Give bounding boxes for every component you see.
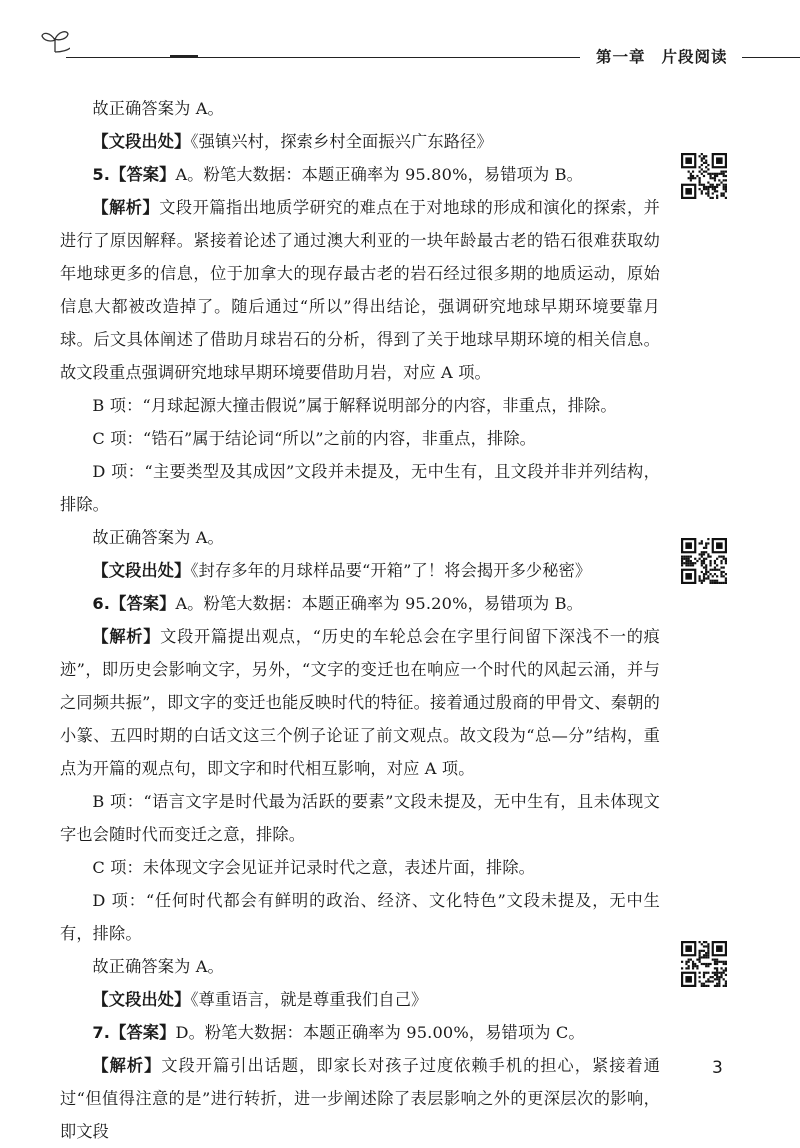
paragraph — [60, 191, 660, 389]
paragraph — [60, 554, 660, 587]
paragraph-text: D 项：“任何时代都会有鲜明的政治、经济、文化特色”文段未提及，无中生有，排除。 — [60, 891, 660, 943]
paragraph-text: 《强镇兴村，探索乡村全面振兴广东路径》 — [190, 132, 493, 151]
paragraph — [60, 785, 660, 851]
paragraph — [60, 521, 660, 554]
paragraph-label: 【解析】 — [92, 627, 161, 646]
paragraph — [60, 983, 660, 1016]
paragraph-label: 【文段出处】 — [92, 990, 191, 1009]
page-header — [0, 0, 800, 80]
paragraph-text: 文段开篇提出观点，“历史的车轮总会在字里行间留下深浅不一的痕迹”，即历史会影响文字，另外，“文字的变迁也在响应一个时代的风起云涌，并与之同频共振”，即文字的变迁也能反映时代的特征。接着通过殷商的甲骨文、秦朝的小篆、五四时期的白话文这三个例子论证了前文观点。故文段为“总—分”结构，重点为开篇的观点句，即文字和时代相互影响，对应 A 项。 — [60, 627, 660, 778]
paragraph-text: D。粉笔大数据：本题正确率为 95.00%，易错项为 C。 — [175, 1023, 585, 1042]
paragraph — [60, 587, 660, 620]
paragraph — [60, 884, 660, 950]
paragraph — [60, 1049, 660, 1148]
header-rule-accent — [170, 55, 198, 58]
paragraph — [60, 92, 660, 125]
paragraph-text: C 项：“锆石”属于结论词“所以”之前的内容，非重点，排除。 — [92, 429, 537, 448]
paragraph — [60, 389, 660, 422]
paragraph-label: 【文段出处】 — [92, 561, 191, 580]
paragraph-text: 《封存多年的月球样品要“开箱”了！将会揭开多少秘密》 — [190, 561, 592, 580]
paragraph-text: 故正确答案为 A。 — [92, 528, 224, 547]
sprout-icon — [40, 28, 70, 54]
paragraph-label: 【文段出处】 — [92, 132, 191, 151]
paragraph — [60, 851, 660, 884]
paragraph-text: 文段开篇引出话题，即家长对孩子过度依赖手机的担心，紧接着通过“但值得注意的是”进行转折，进一步阐述除了表层影响之外的更深层次的影响，即文段 — [60, 1056, 660, 1141]
paragraph-text: A。粉笔大数据：本题正确率为 95.80%，易错项为 B。 — [175, 165, 583, 184]
paragraph-text: C 项：未体现文字会见证并记录时代之意，表述片面，排除。 — [92, 858, 535, 877]
qr-code-q5-icon[interactable] — [681, 153, 727, 199]
chapter-title — [596, 45, 728, 67]
paragraph-label: 7.【答案】 — [92, 1023, 176, 1042]
paragraph — [60, 950, 660, 983]
paragraph-text: 故正确答案为 A。 — [92, 957, 224, 976]
header-rule — [66, 57, 580, 58]
qr-code-q7-icon[interactable] — [681, 941, 727, 987]
paragraph-text: 《尊重语言，就是尊重我们自己》 — [190, 990, 428, 1009]
chapter-number: 第一章 — [596, 48, 646, 66]
answer-explanations — [60, 92, 660, 1148]
paragraph-text: D 项：“主要类型及其成因”文段并未提及，无中生有，且文段并非并列结构，排除。 — [60, 462, 660, 514]
paragraph-label: 【解析】 — [92, 1056, 162, 1075]
paragraph-label: 6.【答案】 — [92, 594, 176, 613]
paragraph — [60, 1016, 660, 1049]
paragraph-label: 5.【答案】 — [92, 165, 176, 184]
paragraph — [60, 158, 660, 191]
header-rule-right — [742, 57, 800, 58]
paragraph-text: 故正确答案为 A。 — [92, 99, 224, 118]
paragraph — [60, 422, 660, 455]
paragraph-text: 文段开篇指出地质学研究的难点在于对地球的形成和演化的探索，并进行了原因解释。紧接着论述了通过澳大利亚的一块年龄最古老的锆石很难获取幼年地球更多的信息，位于加拿大的现存最古老的岩石经过很多期的地质运动，原始信息大都被改造掉了。随后通过“所以”得出结论，强调研究地球早期环境要靠月球。后文具体阐述了借助月球岩石的分析，得到了关于地球早期环境的相关信息。故文段重点强调研究地球早期环境要借助月岩，对应 A 项。 — [60, 198, 660, 382]
qr-code-q6-icon[interactable] — [681, 538, 727, 584]
paragraph — [60, 620, 660, 785]
paragraph-text: B 项：“月球起源大撞击假说”属于解释说明部分的内容，非重点，排除。 — [92, 396, 617, 415]
paragraph-text: A。粉笔大数据：本题正确率为 95.20%，易错项为 B。 — [175, 594, 583, 613]
paragraph-label: 【解析】 — [92, 198, 160, 217]
page-number: 3 — [712, 1058, 723, 1078]
paragraph — [60, 125, 660, 158]
paragraph-text: B 项：“语言文字是时代最为活跃的要素”文段未提及，无中生有，且未体现文字也会随时代而变迁之意，排除。 — [60, 792, 660, 844]
section-title: 片段阅读 — [661, 48, 728, 66]
paragraph — [60, 455, 660, 521]
